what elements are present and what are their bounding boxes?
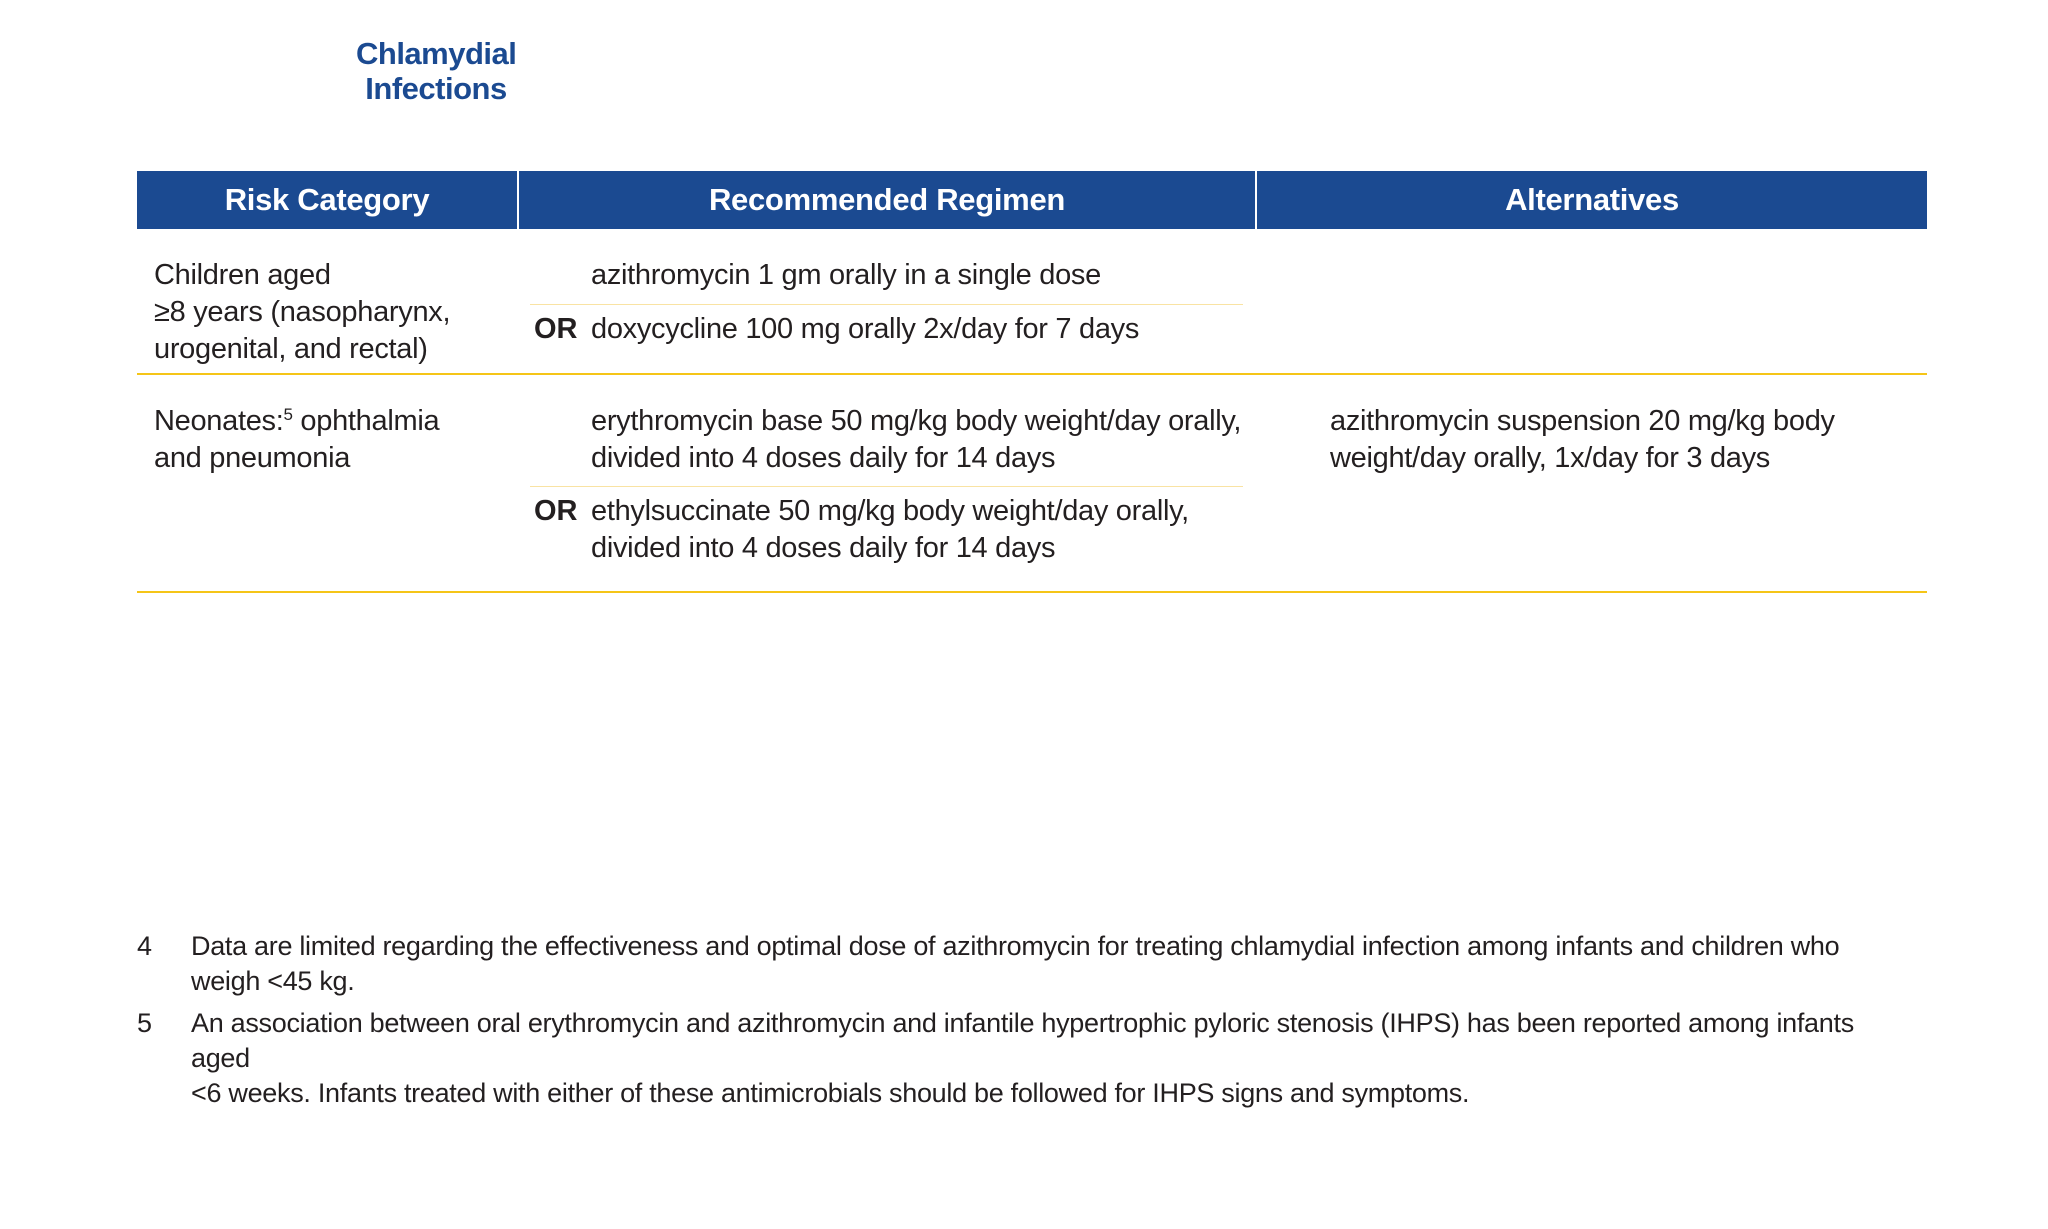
row2-alternative-line: azithromycin suspension 20 mg/kg body (1330, 405, 1835, 437)
header-risk-category: Risk Category (224, 182, 430, 217)
section-title (356, 36, 516, 106)
footnote-5-number: 5 (137, 1008, 153, 1038)
row2-regimen-2-line: divided into 4 doses daily for 14 days (591, 532, 1056, 564)
row1-risk-line: Children aged (154, 259, 331, 291)
row2-regimen-2-line: ethylsuccinate 50 mg/kg body weight/day orally, (591, 495, 1189, 527)
table-header (137, 171, 1927, 229)
row2-risk-rest: ophthalmia (292, 405, 440, 437)
section-title-line1: Chlamydial (356, 36, 517, 71)
footnote-line: <6 weeks. Infants treated with either of these antimicrobials should be followed for IHPS signs and symptoms. (191, 1078, 1470, 1108)
header-recommended-regimen: Recommended Regimen (708, 182, 1066, 217)
section-title-line2: Infections (365, 71, 507, 106)
footnote-4-number: 4 (137, 931, 153, 961)
row-divider (137, 373, 1927, 375)
footnote-ref-5: 5 (283, 405, 293, 424)
header-alternatives: Alternatives (1505, 182, 1679, 217)
row1-risk-line: ≥8 years (nasopharynx, (154, 296, 451, 328)
footnote-5-text (191, 1006, 1891, 1111)
row2-regimen-2 (591, 493, 1189, 567)
footnote-4-text (191, 929, 1891, 999)
table-bottom-rule (137, 591, 1927, 593)
regimen-divider (530, 486, 1243, 487)
row2-or-label: OR (534, 495, 578, 527)
row1-risk-line: urogenital, and rectal) (154, 333, 428, 365)
row2-risk-line (154, 403, 439, 440)
row2-regimen-1-line: erythromycin base 50 mg/kg body weight/day orally, (591, 405, 1242, 437)
row1-risk-category (154, 257, 450, 368)
footnote-line: An association between oral erythromycin and azithromycin and infantile hypertrophic pyloric stenosis (IHPS) has been reported among infants aged (191, 1008, 1854, 1073)
row2-alternative (1330, 403, 1835, 477)
row2-risk-prefix: Neonates: (154, 405, 284, 437)
row2-risk-line: and pneumonia (154, 442, 351, 474)
row2-alternative-line: weight/day orally, 1x/day for 3 days (1330, 442, 1771, 474)
row1-or-label: OR (534, 313, 578, 345)
row2-risk-category (154, 403, 439, 477)
row1-regimen-1: azithromycin 1 gm orally in a single dose (591, 259, 1101, 291)
row2-regimen-1-line: divided into 4 doses daily for 14 days (591, 442, 1056, 474)
row1-regimen-2: doxycycline 100 mg orally 2x/day for 7 days (591, 313, 1140, 345)
footnote-line: weigh <45 kg. (191, 966, 355, 996)
footnote-line: Data are limited regarding the effectiveness and optimal dose of azithromycin for treating chlamydial infection among infants and children who (191, 931, 1840, 961)
row2-regimen-1 (591, 403, 1241, 477)
regimen-divider (530, 304, 1243, 305)
